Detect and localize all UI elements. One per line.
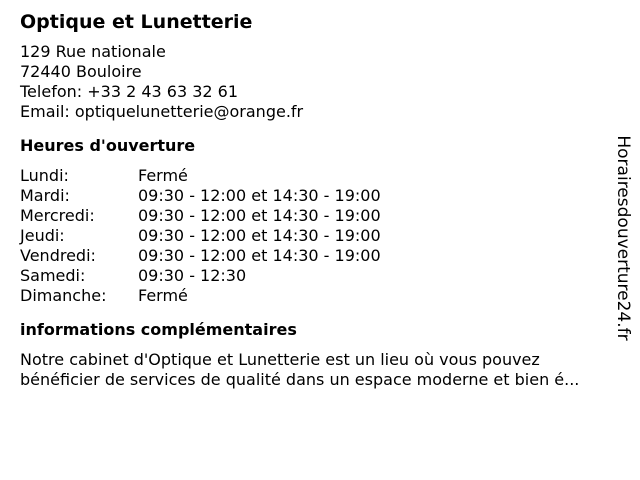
- hours-row-dimanche: [20, 286, 620, 306]
- hours-time: 09:30 - 12:00 et 14:30 - 19:00: [138, 246, 381, 265]
- address-city: 72440 Bouloire: [20, 62, 142, 81]
- phone-number: Telefon: +33 2 43 63 32 61: [20, 82, 239, 101]
- hours-time: 09:30 - 12:00 et 14:30 - 19:00: [138, 226, 381, 245]
- hours-time: Fermé: [138, 166, 188, 185]
- business-card: [20, 10, 620, 390]
- hours-time: Fermé: [138, 286, 188, 305]
- hours-day: Mercredi:: [20, 206, 95, 225]
- info-description: [20, 350, 630, 390]
- hours-row-vendredi: [20, 246, 620, 266]
- hours-table: [20, 166, 620, 306]
- info-description-line: bénéficier de services de qualité dans un espace moderne et bien é...: [20, 370, 580, 389]
- hours-row-mardi: [20, 186, 620, 206]
- hours-day: Jeudi:: [20, 226, 65, 245]
- hours-day: Samedi:: [20, 266, 86, 285]
- hours-row-mercredi: [20, 206, 620, 226]
- hours-day: Vendredi:: [20, 246, 96, 265]
- site-watermark: Horairesdouverture24.fr: [613, 135, 633, 341]
- address-street: 129 Rue nationale: [20, 42, 166, 61]
- business-name: Optique et Lunetterie: [20, 11, 253, 33]
- hours-day: Dimanche:: [20, 286, 107, 305]
- hours-time: 09:30 - 12:30: [138, 266, 247, 285]
- hours-day: Mardi:: [20, 186, 70, 205]
- hours-row-lundi: [20, 166, 620, 186]
- info-heading: informations complémentaires: [20, 320, 297, 339]
- info-description-line: Notre cabinet d'Optique et Lunetterie est un lieu où vous pouvez: [20, 350, 540, 369]
- hours-row-samedi: [20, 266, 620, 286]
- email-address: Email: optiquelunetterie@orange.fr: [20, 102, 304, 121]
- hours-time: 09:30 - 12:00 et 14:30 - 19:00: [138, 206, 381, 225]
- hours-heading: Heures d'ouverture: [20, 136, 196, 155]
- hours-time: 09:30 - 12:00 et 14:30 - 19:00: [138, 186, 381, 205]
- hours-day: Lundi:: [20, 166, 69, 185]
- hours-row-jeudi: [20, 226, 620, 246]
